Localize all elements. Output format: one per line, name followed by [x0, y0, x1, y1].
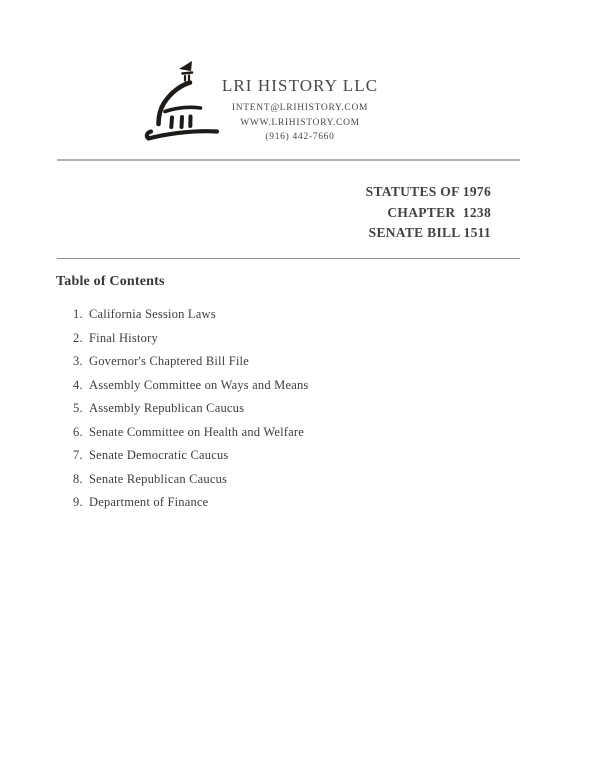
company-name: LRI HISTORY LLC [221, 76, 379, 95]
chapter-line: CHAPTER 1238 [387, 204, 491, 220]
company-email: INTENT@LRIHISTORY.COM [231, 103, 369, 113]
company-website: WWW.LRIHISTORY.COM [240, 117, 360, 128]
toc-item [0, 350, 600, 374]
toc-item-number: 5. [73, 401, 83, 415]
toc-item-number: 4. [73, 377, 83, 392]
toc-item-label: Senate Democratic Caucus [89, 448, 229, 462]
toc-item-number: 2. [73, 330, 83, 345]
toc-item [0, 303, 600, 327]
toc-item-number: 8. [73, 471, 83, 486]
toc-item [0, 444, 600, 468]
toc-item [0, 491, 600, 515]
letterhead-text [0, 76, 600, 145]
horizontal-rule-top [57, 159, 520, 161]
toc-item [0, 374, 600, 398]
horizontal-rule-bottom [57, 258, 520, 259]
senate-bill-line: SENATE BILL 1511 [368, 225, 491, 240]
toc-item-number: 7. [73, 448, 83, 462]
toc-list [0, 303, 600, 515]
toc-item [0, 327, 600, 351]
toc-item-number: 6. [73, 424, 83, 439]
toc-item-label: California Session Laws [89, 307, 216, 321]
toc-item-label: Senate Committee on Health and Welfare [89, 424, 304, 439]
toc-item-number: 3. [73, 354, 83, 368]
toc-item [0, 421, 600, 445]
toc-item-label: Senate Republican Caucus [89, 471, 228, 486]
bill-reference-block [366, 182, 491, 244]
toc-item [0, 468, 600, 492]
toc-heading: Table of Contents [56, 274, 165, 289]
toc-item-label: Governor's Chaptered Bill File [89, 354, 249, 368]
toc-item-label: Assembly Republican Caucus [89, 401, 245, 415]
toc-item-label: Final History [89, 330, 158, 345]
toc-item-number: 9. [73, 495, 83, 509]
toc-item-label: Assembly Committee on Ways and Means [89, 377, 309, 392]
toc-item-label: Department of Finance [89, 495, 209, 509]
statutes-line: STATUTES OF 1976 [365, 184, 491, 199]
toc-item [0, 397, 600, 421]
company-phone: (916) 442-7660 [265, 132, 335, 142]
toc-item-number: 1. [73, 307, 83, 321]
